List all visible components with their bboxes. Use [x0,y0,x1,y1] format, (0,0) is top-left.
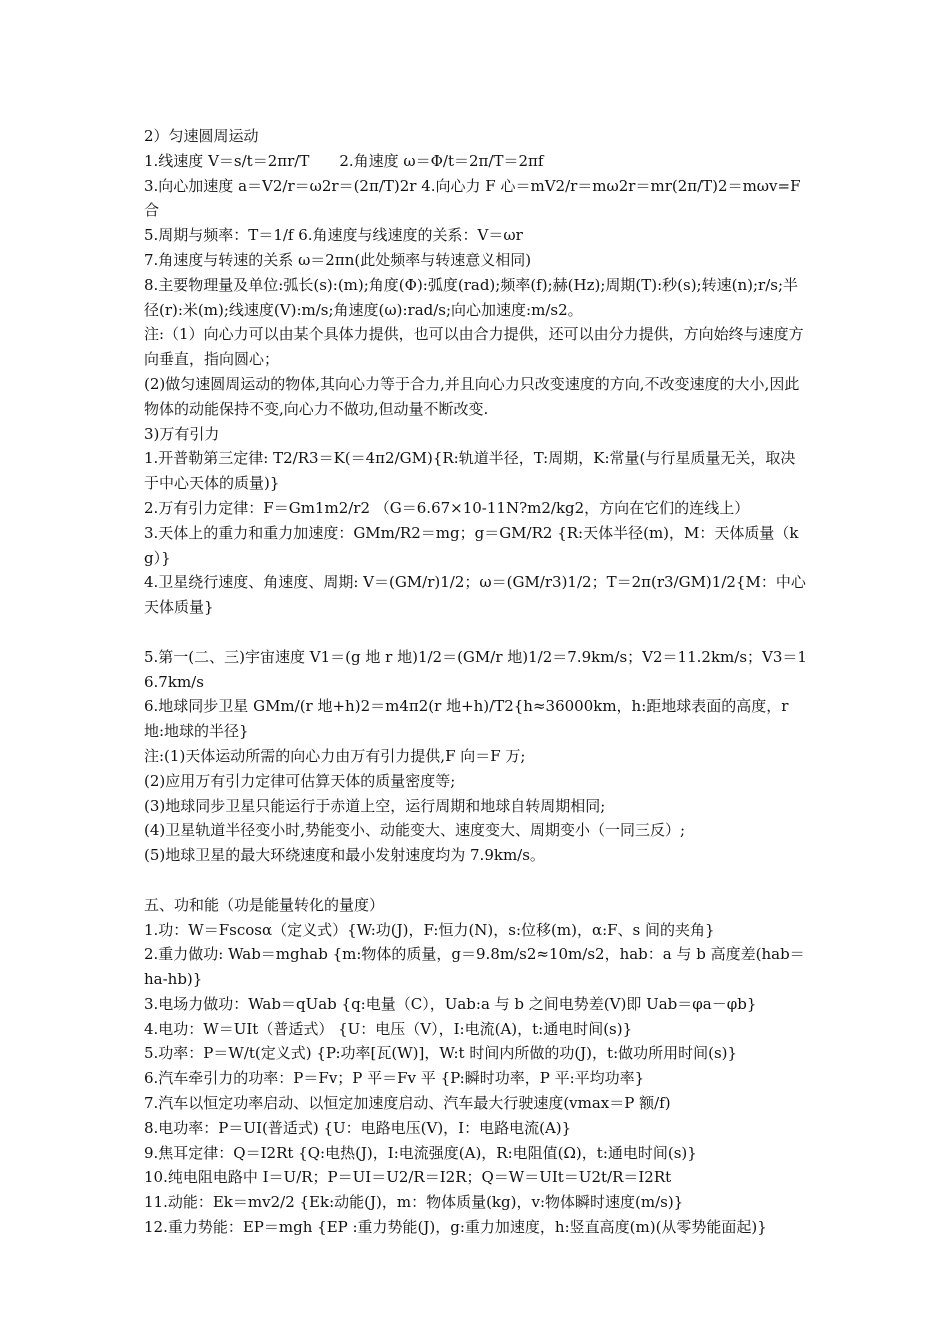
text-paragraph: 6.地球同步卫星 GMm/(r 地+h)2＝m4π2(r 地+h)/T2{h≈36000km，h:距地球表面的高度，r 地:地球的半径} [144,697,789,741]
blank-line [144,620,808,645]
section-heading-uniform-circular-motion: 2）匀速圆周运动 [144,127,259,145]
text-line: 11.动能：Ek＝mv2/2 {Ek:动能(J)，m：物体质量(kg)，v:物体瞬时速度(m/s)} [144,1193,684,1212]
text-line: 7.汽车以恒定功率启动、以恒定加速度启动、汽车最大行驶速度(vmax＝P 额/f) [144,1094,671,1113]
text-line: 6.汽车牵引力的功率：P＝Fv；P 平＝Fv 平 {P:瞬时功率，P 平:平均功率} [144,1069,645,1088]
section-heading-work-and-energy: 五、功和能（功是能量转化的量度） [144,895,385,914]
text-paragraph: 2.重力做功: Wab＝mghab {m:物体的质量，g＝9.8m/s2≈10m/s2，hab：a 与 b 高度差(hab＝ha-hb)} [144,945,805,989]
text-line: 1.线速度 V＝s/t＝2πr/T 2.角速度 ω＝Φ/t＝2π/T＝2πf [144,151,544,170]
text-line: 7.角速度与转速的关系 ω＝2πn(此处频率与转速意义相同) [144,250,532,269]
text-paragraph: 4.卫星绕行速度、角速度、周期: V＝(GM/r)1/2；ω＝(GM/r3)1/2；T＝2π(r3/GM)1/2{M：中心天体质量} [144,573,806,617]
text-line: 12.重力势能：EP＝mgh {EP :重力势能(J)，g:重力加速度，h:竖直高度(m)(从零势能面起)} [144,1218,767,1237]
text-paragraph: 1.开普勒第三定律: T2/R3＝K(＝4π2/GM){R:轨道半径，T:周期，K:常量(与行星质量无关，取决于中心天体的质量)} [144,449,796,493]
note-line: (5)地球卫星的最大环绕速度和最小发射速度均为 7.9km/s。 [144,846,545,865]
text-line: 8.电功率：P＝UI(普适式) {U：电路电压(V)，I：电路电流(A)} [144,1118,572,1137]
text-line: 10.纯电阻电路中 I＝U/R；P＝UI＝U2/R＝I2R；Q＝W＝UIt＝U2t/R＝I2Rt [144,1168,672,1187]
note-paragraph: 注:（1）向心力可以由某个具体力提供，也可以由合力提供，还可以由分力提供，方向始终与速度方向垂直，指向圆心； [144,325,804,369]
text-line: 3.电场力做功：Wab＝qUab {q:电量（C），Uab:a 与 b 之间电势差(V)即 Uab＝φa－φb} [144,994,757,1013]
document-body [144,124,808,1240]
section-heading-universal-gravitation: 3)万有引力 [144,424,220,443]
blank-line [144,868,808,893]
text-paragraph: 3.天体上的重力和重力加速度：GMm/R2＝mg；g＝GM/R2 {R:天体半径(m)，M：天体质量（kg）} [144,523,799,567]
text-line: 1.功：W＝Fscosα（定义式）{W:功(J)，F:恒力(N)，s:位移(m)，α:F、s 间的夹角} [144,920,715,939]
text-line: 5.功率：P＝W/t(定义式) {P:功率[瓦(W)]，W:t 时间内所做的功(J)，t:做功所用时间(s)} [144,1044,738,1063]
note-line: (3)地球同步卫星只能运行于赤道上空，运行周期和地球自转周期相同; [144,796,606,815]
text-line: 5.周期与频率：T＝1/f 6.角速度与线速度的关系：V＝ωr [144,226,523,245]
text-paragraph: 5.第一(二、三)宇宙速度 V1＝(g 地 r 地)1/2＝(GM/r 地)1/2＝7.9km/s；V2＝11.2km/s；V3＝16.7km/s [144,647,807,691]
text-line: 3.向心加速度 a＝V2/r＝ω2r＝(2π/T)2r 4.向心力 F 心＝mV2/r＝mω2r＝mr(2π/T)2＝mωv=F 合 [144,176,801,220]
text-line: 2.万有引力定律：F＝Gm1m2/r2 （G＝6.67×10-11N?m2/kg2，方向在它们的连线上） [144,498,750,517]
text-line: 4.电功：W＝UIt（普适式） {U：电压（V），I:电流(A)，t:通电时间(s)} [144,1019,633,1038]
note-paragraph: (2)做匀速圆周运动的物体,其向心力等于合力,并且向心力只改变速度的方向,不改变速度的大小,因此物体的动能保持不变,向心力不做功,但动量不断改变. [144,374,800,418]
note-line: (2)应用万有引力定律可估算天体的质量密度等; [144,771,456,790]
text-line: 9.焦耳定律：Q＝I2Rt {Q:电热(J)，I:电流强度(A)，R:电阻值(Ω)，t:通电时间(s)} [144,1143,697,1162]
note-line: 注:(1)天体运动所需的向心力由万有引力提供,F 向＝F 万; [144,746,526,765]
text-paragraph: 8.主要物理量及单位:弧长(s):(m);角度(Φ):弧度(rad);频率(f);赫(Hz);周期(T):秒(s);转速(n);r/s;半径(r):米(m);线速度(V):m/s;角速度(ω):rad/s;向心加速度:m/s2。 [144,275,798,319]
note-line: (4)卫星轨道半径变小时,势能变小、动能变大、速度变大、周期变小（一同三反）; [144,821,686,840]
